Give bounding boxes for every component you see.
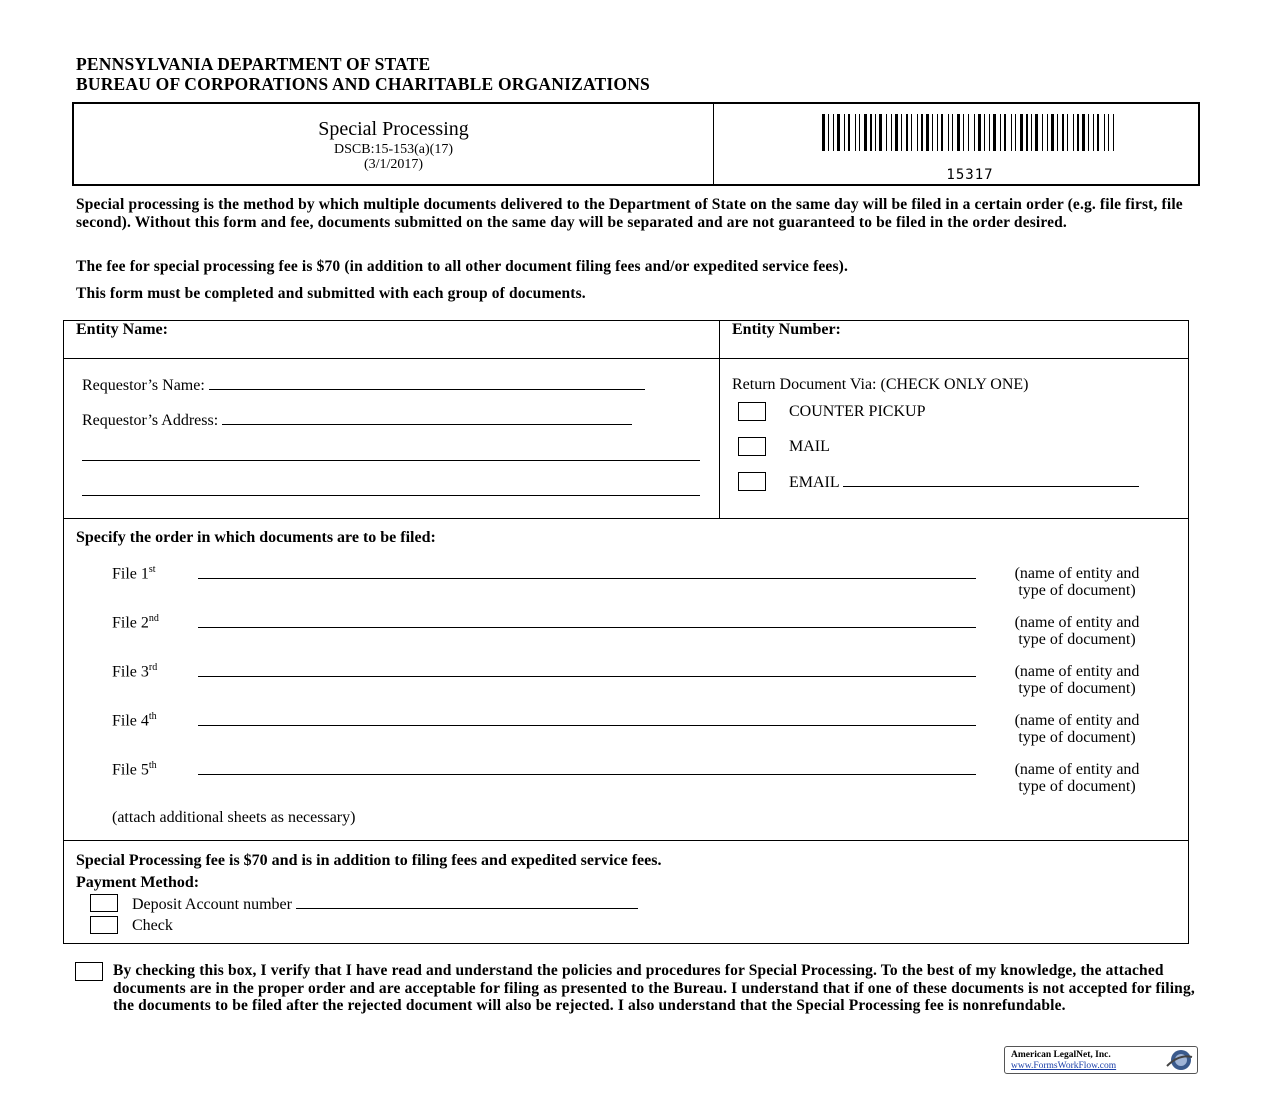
barcode-bar xyxy=(1108,114,1109,151)
barcode-bar xyxy=(957,114,960,151)
barcode-number: 15317 xyxy=(946,167,994,183)
barcode-bar xyxy=(1088,114,1089,151)
requestor-address-field[interactable] xyxy=(222,411,632,425)
file-1-field[interactable] xyxy=(198,578,976,579)
requestor-section-divider xyxy=(63,518,1189,519)
barcode-bar xyxy=(891,114,892,151)
barcode-bar xyxy=(1113,114,1114,151)
check-payment-checkbox[interactable] xyxy=(90,916,118,934)
barcode-bar xyxy=(911,114,912,151)
barcode-bar xyxy=(978,114,981,151)
intro-paragraph: Special processing is the method by which multiple documents delivered to the Department of State on the same day will be filed in a certain order (e.g. file first, file second). Without this form and fee, documents submitted on the same day will be separated and are not guaranteed to be filed in the order desired. xyxy=(76,196,1183,231)
barcode-bar xyxy=(963,114,964,151)
barcode-bar xyxy=(859,114,860,151)
form-border-right xyxy=(1188,320,1189,944)
return-via-label: Return Document Via: (CHECK ONLY ONE) xyxy=(732,376,1029,393)
barcode-bar xyxy=(906,114,908,151)
deposit-account-field[interactable] xyxy=(296,895,638,909)
barcode-bar xyxy=(1020,114,1023,151)
deposit-account-label: Deposit Account number xyxy=(132,896,292,913)
form-column-divider xyxy=(719,320,720,518)
barcode-bar xyxy=(886,114,887,151)
form-title: Special Processing xyxy=(318,118,469,140)
requestor-name-row xyxy=(82,376,645,395)
form-border-bottom xyxy=(63,943,1189,944)
department-heading: PENNSYLVANIA DEPARTMENT OF STATE xyxy=(76,54,431,74)
barcode-bar xyxy=(848,114,850,151)
legalnet-logo xyxy=(1004,1046,1198,1074)
barcode-bar xyxy=(1000,114,1001,151)
form-border-top xyxy=(63,320,1189,321)
form-border-left xyxy=(63,320,64,944)
file-5-note: (name of entity and type of document) xyxy=(1014,761,1140,795)
file-3-label: File 3rd xyxy=(112,662,158,681)
instruction-paragraph: This form must be completed and submitted with each group of documents. xyxy=(76,285,586,302)
barcode-bar xyxy=(833,114,834,151)
logo-company: American LegalNet, Inc. xyxy=(1011,1050,1111,1060)
barcode-bar xyxy=(895,114,898,151)
logo-url[interactable]: www.FormsWorkFlow.com xyxy=(1011,1061,1117,1071)
barcode-bar xyxy=(1097,114,1099,151)
entity-number-label: Entity Number: xyxy=(732,321,841,338)
file-3-note: (name of entity and type of document) xyxy=(1014,663,1140,697)
barcode-bar xyxy=(1031,114,1032,151)
barcode-bar xyxy=(1035,114,1038,151)
barcode-bar xyxy=(1015,114,1016,151)
barcode-bar xyxy=(864,114,867,151)
file-1-note: (name of entity and type of document) xyxy=(1014,565,1140,599)
barcode-bar xyxy=(1004,114,1006,151)
barcode-bar xyxy=(989,114,990,151)
requestor-address-row xyxy=(82,411,632,430)
requestor-name-field[interactable] xyxy=(209,376,645,390)
barcode-bar xyxy=(1047,114,1048,151)
email-address-field[interactable] xyxy=(843,473,1139,487)
entity-row-divider xyxy=(63,358,1189,359)
fee-paragraph: The fee for special processing fee is $70 (in addition to all other document filing fees and/or expedited service fees). xyxy=(76,258,848,275)
file-4-note: (name of entity and type of document) xyxy=(1014,712,1140,746)
deposit-account-checkbox[interactable] xyxy=(90,894,118,912)
barcode-bar xyxy=(837,114,840,151)
email-label: EMAIL xyxy=(789,474,840,491)
fee-notice: Special Processing fee is $70 and is in addition to filing fees and expedited service fees. xyxy=(76,852,662,869)
deposit-account-row xyxy=(132,895,638,914)
barcode-bar xyxy=(1082,114,1085,151)
barcode-bar xyxy=(1104,114,1105,151)
bureau-heading: BUREAU OF CORPORATIONS AND CHARITABLE ORGANIZATIONS xyxy=(76,74,650,94)
barcode-bar xyxy=(1057,114,1058,151)
file-2-field[interactable] xyxy=(198,627,976,628)
barcode-bar xyxy=(993,114,996,151)
file-4-label: File 4th xyxy=(112,711,157,730)
verification-text: By checking this box, I verify that I have read and understand the policies and procedures for Special Processing. To the best of my knowledge, the attached documents are in the proper order and are acceptable for filing as presented to the Bureau. I understand that if one of these documents is not accepted for filing, the documents to be filed after the rejected document will also be rejected. I also understand that the Special Processing fee is nonrefundable. xyxy=(113,962,1195,1015)
file-5-field[interactable] xyxy=(198,774,976,775)
requestor-address-label: Requestor’s Address: xyxy=(82,412,219,429)
file-1-label: File 1st xyxy=(112,564,156,583)
email-checkbox[interactable] xyxy=(738,472,766,491)
barcode-bar xyxy=(875,114,876,151)
barcode-bar xyxy=(870,114,872,151)
globe-icon xyxy=(1165,1048,1193,1072)
barcode-bar xyxy=(1026,114,1028,151)
barcode-bar xyxy=(1093,114,1094,151)
barcode-bar xyxy=(948,114,949,151)
entity-name-label: Entity Name: xyxy=(76,321,168,338)
barcode-bar xyxy=(952,114,953,151)
barcode-bar xyxy=(937,114,938,151)
title-box-divider xyxy=(713,104,714,186)
barcode-bar xyxy=(921,114,923,151)
barcode-bar xyxy=(1062,114,1064,151)
verification-checkbox[interactable] xyxy=(75,962,103,981)
requestor-address-line-2[interactable] xyxy=(82,460,700,461)
counter-pickup-checkbox[interactable] xyxy=(738,402,766,421)
barcode-bar xyxy=(844,114,845,151)
order-section-divider xyxy=(63,840,1189,841)
file-3-field[interactable] xyxy=(198,676,976,677)
file-5-label: File 5th xyxy=(112,760,157,779)
barcode-bar xyxy=(1011,114,1012,151)
barcode-bar xyxy=(968,114,969,151)
entity-name-field[interactable] xyxy=(72,340,712,356)
attach-note: (attach additional sheets as necessary) xyxy=(112,809,356,826)
barcode-bar xyxy=(984,114,985,151)
barcode-bar xyxy=(926,114,929,151)
barcode-bar xyxy=(1067,114,1068,151)
mail-checkbox[interactable] xyxy=(738,437,766,456)
barcode-bar xyxy=(1042,114,1043,151)
mail-label: MAIL xyxy=(789,438,830,455)
barcode-image xyxy=(822,114,1114,151)
barcode-bar xyxy=(1073,114,1074,151)
requestor-address-line-3[interactable] xyxy=(82,495,700,496)
file-2-note: (name of entity and type of document) xyxy=(1014,614,1140,648)
file-4-field[interactable] xyxy=(198,725,976,726)
payment-method-label: Payment Method: xyxy=(76,874,200,891)
check-payment-label: Check xyxy=(132,917,173,934)
barcode-bar xyxy=(822,114,825,151)
form-date: (3/1/2017) xyxy=(363,157,424,172)
barcode-bar xyxy=(941,114,943,151)
barcode-bar xyxy=(855,114,856,151)
barcode-bar xyxy=(1051,114,1054,151)
entity-number-field[interactable] xyxy=(728,340,1183,356)
barcode-bar xyxy=(917,114,918,151)
order-heading: Specify the order in which documents are to be filed: xyxy=(76,529,436,546)
form-code: DSCB:15-153(a)(17) xyxy=(334,142,453,157)
file-2-label: File 2nd xyxy=(112,613,159,632)
email-row xyxy=(789,473,1139,492)
barcode-bar xyxy=(828,114,829,151)
barcode-bar xyxy=(901,114,902,151)
requestor-name-label: Requestor’s Name: xyxy=(82,377,205,394)
barcode-bar xyxy=(879,114,882,151)
counter-pickup-label: COUNTER PICKUP xyxy=(789,403,926,420)
barcode-bar xyxy=(974,114,975,151)
barcode-bar xyxy=(1077,114,1079,151)
barcode-bar xyxy=(932,114,933,151)
